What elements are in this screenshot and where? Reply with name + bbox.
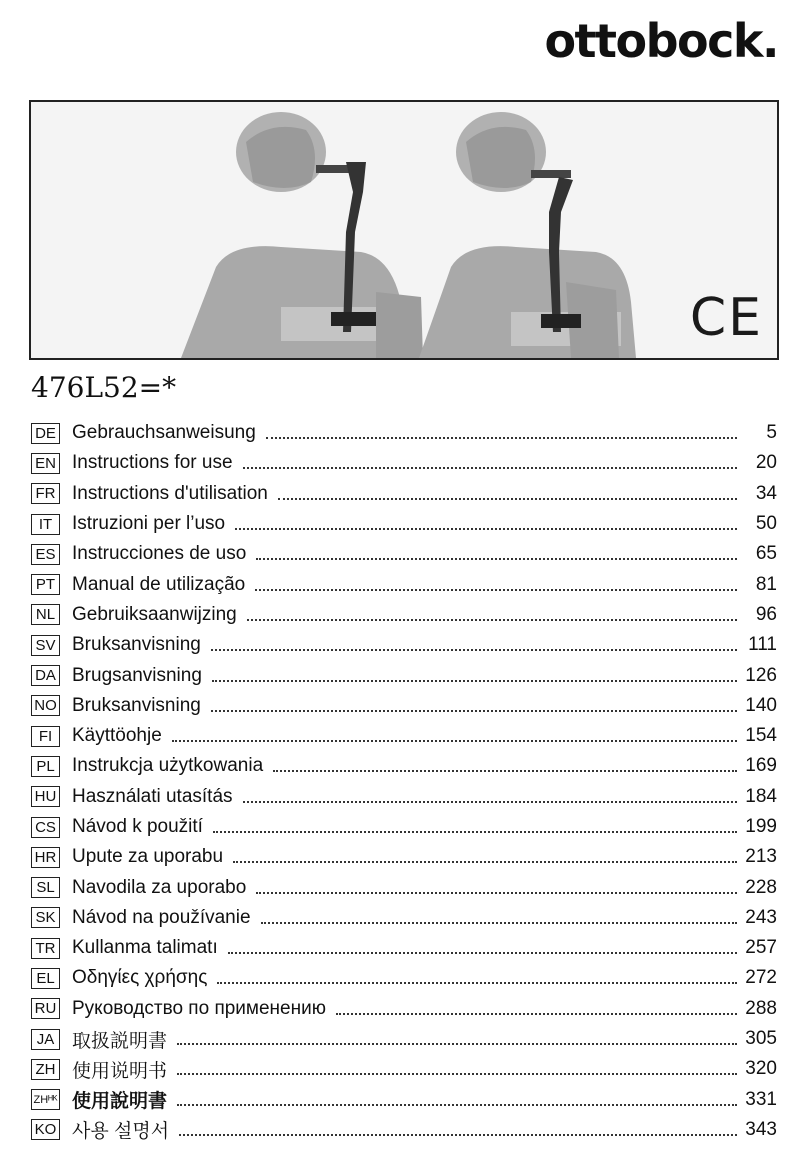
- toc-page-number: 20: [755, 452, 777, 474]
- headrest-illustration: [31, 102, 777, 358]
- toc-entry[interactable]: [31, 569, 777, 599]
- toc-page-number: 257: [745, 937, 777, 959]
- language-code-badge: NO: [31, 695, 60, 716]
- dot-leader: [247, 619, 737, 621]
- toc-page-number: 343: [745, 1118, 777, 1140]
- dot-leader: [179, 1134, 737, 1136]
- toc-entry[interactable]: [31, 842, 777, 872]
- toc-entry-title: Istruzioni per l’uso: [72, 513, 226, 535]
- toc-entry[interactable]: [31, 872, 777, 902]
- toc-page-number: 228: [745, 876, 777, 898]
- toc-page-number: 243: [745, 906, 777, 928]
- ce-mark: CE: [689, 288, 763, 348]
- toc-page-number: 5: [766, 422, 777, 444]
- language-code-badge: ZH: [31, 1059, 60, 1080]
- toc-page-number: 34: [755, 482, 777, 504]
- language-code-badge: PL: [31, 756, 60, 777]
- language-code-badge: CS: [31, 817, 60, 838]
- dot-leader: [211, 649, 737, 651]
- language-code-badge: SL: [31, 877, 60, 898]
- toc-entry-title: Instrukcja użytkowania: [72, 755, 264, 777]
- dot-leader: [177, 1073, 737, 1075]
- toc-entry-title: 使用说明书: [72, 1060, 168, 1082]
- toc-entry-title: Gebruiksaanwijzing: [72, 603, 237, 625]
- language-code-badge: FI: [31, 726, 60, 747]
- toc-entry[interactable]: [31, 660, 777, 690]
- toc-entry-title: Upute za uporabu: [72, 846, 224, 868]
- product-code: 476L52=*: [31, 371, 177, 404]
- toc-page-number: 213: [745, 846, 777, 868]
- toc-page-number: 331: [745, 1088, 777, 1110]
- toc-entry-title: Руководство по применению: [72, 997, 326, 1019]
- language-code-badge: TR: [31, 938, 60, 959]
- toc-entry[interactable]: [31, 1024, 777, 1054]
- toc-page-number: 305: [745, 1028, 777, 1050]
- dot-leader: [213, 831, 737, 833]
- toc-entry[interactable]: [31, 600, 777, 630]
- toc-entry[interactable]: [31, 933, 777, 963]
- brand-logo: ottobock.: [544, 14, 778, 68]
- toc-entry[interactable]: [31, 963, 777, 993]
- toc-entry[interactable]: [31, 448, 777, 478]
- language-code-badge: DE: [31, 423, 60, 444]
- toc-page-number: 140: [745, 694, 777, 716]
- table-of-contents: [31, 418, 777, 1145]
- dot-leader: [217, 982, 737, 984]
- toc-page-number: 96: [755, 603, 777, 625]
- language-code-badge: HR: [31, 847, 60, 868]
- language-code-badge: RU: [31, 998, 60, 1019]
- dot-leader: [177, 1104, 737, 1106]
- toc-entry[interactable]: [31, 903, 777, 933]
- toc-entry[interactable]: [31, 782, 777, 812]
- language-code-badge: HU: [31, 786, 60, 807]
- toc-page-number: 65: [755, 543, 777, 565]
- toc-entry-title: 取扱説明書: [72, 1030, 168, 1052]
- dot-leader: [235, 528, 737, 530]
- toc-page-number: 288: [745, 997, 777, 1019]
- toc-entry[interactable]: [31, 418, 777, 448]
- toc-entry[interactable]: [31, 1115, 777, 1145]
- toc-page-number: 111: [748, 634, 777, 656]
- toc-page-number: 126: [745, 664, 777, 686]
- language-code-badge: SV: [31, 635, 60, 656]
- toc-page-number: 154: [745, 725, 777, 747]
- language-code-badge: ZHᴴᴷ: [31, 1089, 60, 1110]
- toc-entry-title: 使用說明書: [72, 1091, 168, 1113]
- dot-leader: [336, 1013, 737, 1015]
- dot-leader: [261, 922, 737, 924]
- dot-leader: [228, 952, 737, 954]
- dot-leader: [211, 710, 737, 712]
- toc-entry-title: Gebrauchsanweisung: [72, 422, 256, 444]
- toc-entry-title: Návod k použití: [72, 816, 203, 837]
- product-illustration: [29, 100, 779, 360]
- dot-leader: [255, 589, 737, 591]
- toc-entry-title: Bruksanvisning: [72, 694, 201, 716]
- toc-entry[interactable]: [31, 691, 777, 721]
- dot-leader: [256, 892, 737, 894]
- toc-entry[interactable]: [31, 812, 777, 842]
- language-code-badge: IT: [31, 514, 60, 535]
- toc-entry-title: Návod na používanie: [72, 906, 251, 928]
- toc-entry[interactable]: [31, 509, 777, 539]
- toc-entry[interactable]: [31, 630, 777, 660]
- toc-page-number: 272: [745, 967, 777, 989]
- dot-leader: [243, 801, 737, 803]
- toc-page-number: 320: [745, 1058, 777, 1080]
- toc-entry-title: Bruksanvisning: [72, 634, 201, 656]
- toc-entry-title: Brugsanvisning: [72, 664, 202, 686]
- language-code-badge: EN: [31, 453, 60, 474]
- language-code-badge: PT: [31, 574, 60, 595]
- language-code-badge: NL: [31, 604, 60, 625]
- toc-entry-title: Instructions d'utilisation: [72, 482, 268, 504]
- toc-entry[interactable]: [31, 479, 777, 509]
- toc-page-number: 199: [745, 816, 777, 837]
- dot-leader: [233, 861, 737, 863]
- toc-entry[interactable]: [31, 721, 777, 751]
- dot-leader: [172, 740, 737, 742]
- toc-entry-title: Manual de utilização: [72, 573, 246, 595]
- toc-page-number: 81: [755, 573, 777, 595]
- language-code-badge: SK: [31, 907, 60, 928]
- toc-entry-title: Instrucciones de uso: [72, 543, 247, 565]
- toc-entry-title: Instructions for use: [72, 452, 233, 474]
- language-code-badge: JA: [31, 1029, 60, 1050]
- toc-entry-title: Navodila za uporabo: [72, 876, 247, 898]
- toc-entry[interactable]: [31, 751, 777, 781]
- toc-page-number: 50: [755, 513, 777, 535]
- dot-leader: [243, 467, 737, 469]
- language-code-badge: EL: [31, 968, 60, 989]
- toc-entry[interactable]: [31, 994, 777, 1024]
- toc-entry-title: Käyttöohje: [72, 725, 162, 747]
- toc-entry[interactable]: [31, 1085, 777, 1115]
- toc-entry[interactable]: [31, 1054, 777, 1084]
- toc-entry-title: Οδηγίες χρήσης: [72, 967, 208, 989]
- dot-leader: [273, 770, 737, 772]
- dot-leader: [266, 437, 737, 439]
- toc-entry-title: Kullanma talimatı: [72, 937, 218, 959]
- language-code-badge: ES: [31, 544, 60, 565]
- dot-leader: [177, 1043, 737, 1045]
- toc-entry[interactable]: [31, 539, 777, 569]
- toc-entry-title: 사용 설명서: [72, 1121, 170, 1143]
- dot-leader: [212, 680, 737, 682]
- toc-entry-title: Használati utasítás: [72, 785, 233, 807]
- toc-page-number: 184: [745, 785, 777, 807]
- language-code-badge: DA: [31, 665, 60, 686]
- dot-leader: [256, 558, 737, 560]
- toc-page-number: 169: [745, 755, 777, 777]
- language-code-badge: FR: [31, 483, 60, 504]
- dot-leader: [278, 498, 737, 500]
- language-code-badge: KO: [31, 1119, 60, 1140]
